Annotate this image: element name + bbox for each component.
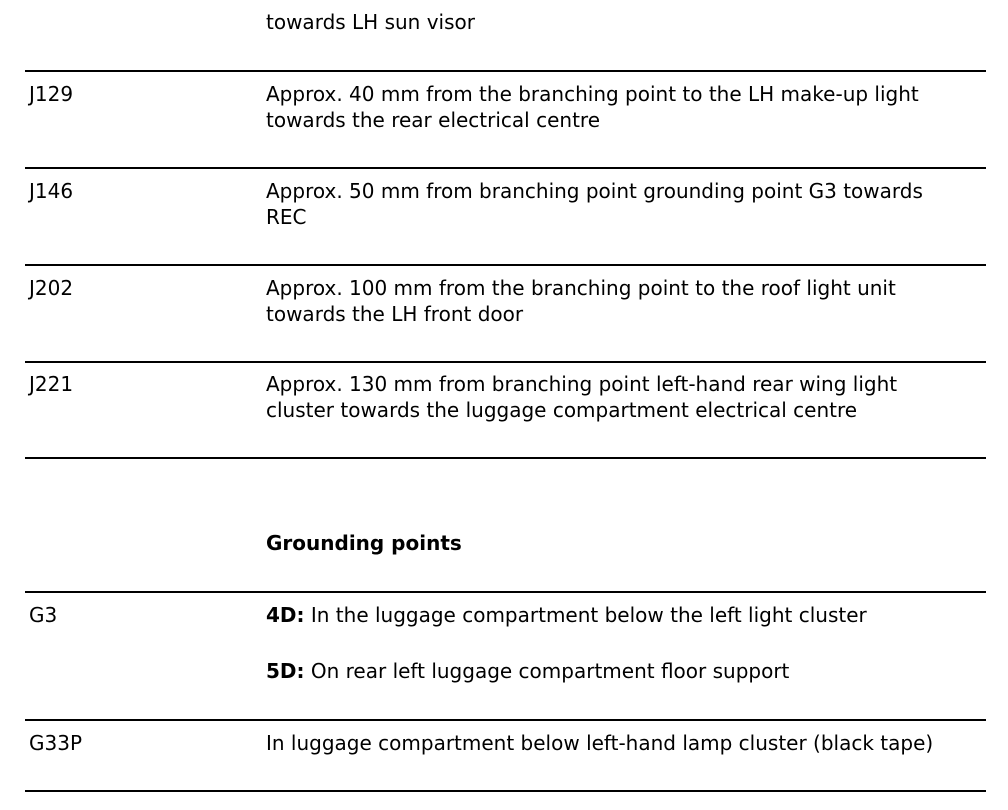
grounding-entry [266,658,789,684]
splice-id: J146 [29,179,74,203]
splice-description-line: Approx. 130 mm from branching point left-hand rear wing light [266,372,898,396]
splice-description-line: cluster towards the luggage compartment electrical centre [266,398,858,422]
splice-id: J129 [29,82,74,106]
section-heading: Grounding points [266,531,462,555]
table-divider [25,70,986,72]
table-divider [25,790,986,792]
grounding-entry-text: In the luggage compartment below the left light cluster [304,603,867,627]
table-divider [25,264,986,266]
splice-id: J202 [29,276,74,300]
table-divider [25,361,986,363]
splice-id: J221 [29,372,74,396]
grounding-entry [266,602,867,628]
grounding-entry-label: 5D: [266,659,305,683]
table-divider [25,457,986,459]
table-divider [25,719,986,721]
splice-description-line: towards the LH front door [266,302,524,326]
splice-description-line: Approx. 100 mm from the branching point to the roof light unit [266,276,896,300]
grounding-description: In luggage compartment below left-hand lamp cluster (black tape) [266,731,934,755]
continuation-text: towards LH sun visor [266,10,475,34]
splice-description-line: REC [266,205,307,229]
table-divider [25,167,986,169]
grounding-entry-text: On rear left luggage compartment floor support [304,659,790,683]
grounding-id: G33P [29,731,83,755]
splice-description-line: towards the rear electrical centre [266,108,600,132]
splice-description-line: Approx. 40 mm from the branching point to the LH make-up light [266,82,919,106]
grounding-entry-label: 4D: [266,603,305,627]
table-divider [25,591,986,593]
splice-description-line: Approx. 50 mm from branching point grounding point G3 towards [266,179,923,203]
grounding-id: G3 [29,603,58,627]
